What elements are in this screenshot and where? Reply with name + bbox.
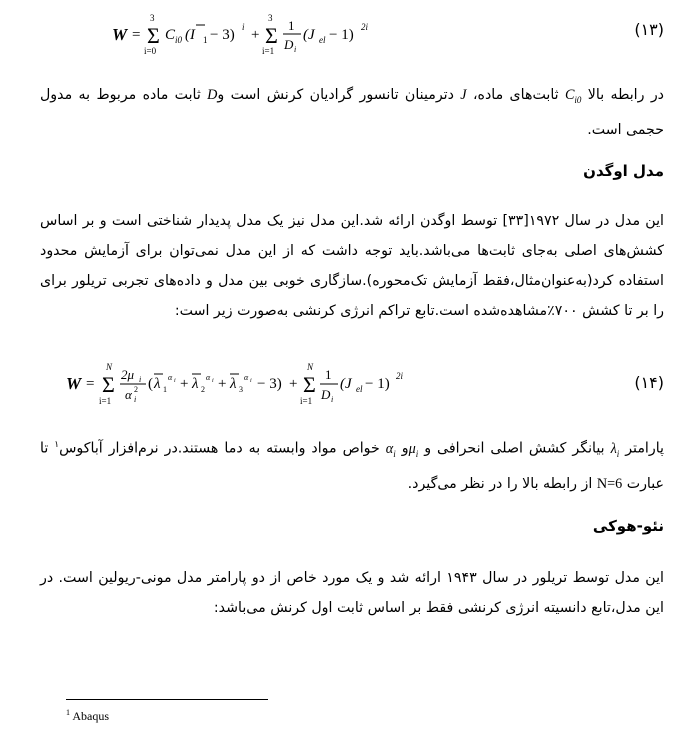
eq14-frac-den: α [125,387,132,402]
paragraph-ogden: این مدل در سال ۱۹۷۲[۳۳] توسط اوگدن ارائه شد.این مدل نیز یک مدل پدیدار شناختی است و بر اساس کشش‌های اصلی به‌جای ثابت‌ها می‌باشد.باید توجه داشت که از این مدل نمی‌توان برای آزمایش محدود استفاده کرد(به‌عنوان‌مثال،فقط آزمایش تک‌محوره).سازگاری خوبی بین مدل و داده‌های تجربی تریلور برای را بر تا کشش ۷۰۰٪مشاهده‌شده است.تابع تراکم انرژی کرنشی به‌صورت زیر است: [40,213,664,319]
eq14-frac-den-sub: i [134,395,137,404]
eq13-W: W [112,25,128,44]
eq14-lambda3-sub: 3 [239,385,243,394]
eq13-sum1-top: 3 [150,13,155,23]
eq14-frac2-den-sub: i [331,395,334,404]
eq13-frac-den: D [284,37,294,52]
footnote [66,708,109,724]
eq14-W: W [66,374,82,393]
eq14-lambda3-exp-sub: i [250,378,252,384]
eq14-frac-den-sup: 2 [134,385,138,394]
eq14-frac-num-sub: i [139,375,142,384]
equation-14 [40,361,664,407]
eq14-open-paren: ( [148,376,153,392]
eq14-term2-rest: − 1) [365,376,390,392]
heading-ogden-model: مدل اوگدن [583,162,664,180]
eq13-sum2-top: 3 [268,13,273,23]
eq13-sum2-bottom: i=1 [262,46,275,56]
eq14-term2-sub: el [356,384,363,394]
eq13-term2-J: (J [303,27,315,43]
eq13-term1-rest: − 3) [210,27,235,43]
eq14-equals: = [86,376,95,392]
eq14-frac2-den: D [321,387,331,402]
eq14-term2-J: (J [340,376,352,392]
eq13-I-sub: 1 [203,35,208,45]
eq14-plus2: + [218,376,227,392]
eq14-frac-num: 2μ [121,367,135,382]
eq13-sum2-sigma: Σ [265,23,278,48]
symbol-N-equals-6: N=6 [596,475,623,492]
eq14-sum1-top: N [106,362,113,372]
footnote-text: Abaqus [72,709,110,723]
symbol-J: J [460,87,467,103]
eq14-sum1-sigma: Σ [102,372,115,397]
eq13-term1-exp: i [242,22,245,32]
eq14-lambda2-exp-sub: i [212,378,214,384]
eq14-sum2-top: N [307,362,314,372]
eq13-term1-I: (I [185,27,195,43]
eq14-frac2-num: 1 [325,367,332,382]
eq13-frac-num: 1 [288,18,295,33]
eq14-plus3: + [289,376,298,392]
eq14-minus3: − 3) [257,376,282,392]
eq14-lambda3: λ [230,376,237,392]
symbol-D: D [207,87,218,103]
paragraph-neo-hookean: این مدل توسط تریلور در سال ۱۹۴۳ ارائه شد و یک مورد خاص از دو پارامتر مدل مونی-ریولین است. در این مدل،تابع دانسیته انرژی کرنشی فقط بر اساس ثابت اول کرنش می‌باشد: [40,570,665,616]
equation-13-formula [110,10,410,56]
symbol-C-i0: $C_{i0}$ [564,87,582,105]
symbol-lambda-i: $\lambda_i$ [610,440,620,459]
eq14-lambda1-exp: α [168,373,173,382]
heading-neo-hookean-model: نئو-هوکی [592,517,664,535]
paragraph-parameters: پارامتر $\lambda_i$ بیانگر کشش اصلی انحرافی و $\mu_iو$ $\alpha_i$ خواص مواد وابسته به دما هستند.در نرم‌افزار آباکوس$^۱$ تا عبارت N=6 از رابطه بالا را در نظر می‌گیرد. [40,440,664,492]
eq14-lambda2-exp: α [206,373,211,382]
eq14-sum1-bottom: i=1 [99,396,112,406]
eq13-C-sub: i0 [175,35,183,45]
eq14-lambda3-exp: α [244,373,249,382]
eq13-term2-rest: − 1) [329,27,354,43]
eq13-sum1-sigma: Σ [147,23,160,48]
eq13-frac-den-sub: i [294,45,297,54]
paragraph-constants: در رابطه بالا $C_{i0}$ ثابت‌های ماده، J دترمینان تانسور گرادیان کرنش است وD ثابت ماده مربوط به مدول حجمی است. [40,87,664,138]
eq14-lambda2: λ [192,376,199,392]
footnote-mark: 1 [66,708,70,717]
symbol-mu-i: $\mu_i$ [408,440,419,459]
equation-13 [40,10,664,56]
equation-14-formula [64,361,404,407]
eq14-sum2-sigma: Σ [303,372,316,397]
eq13-C: C [165,27,176,43]
footnote-separator [66,699,268,700]
eq14-lambda2-sub: 2 [201,385,205,394]
equation-13-number: (۱۳) [634,20,664,39]
eq14-lambda1: λ [154,376,161,392]
eq13-equals: = [132,27,141,43]
eq14-lambda1-sub: 1 [163,385,167,394]
eq13-sum1-bottom: i=0 [144,46,157,56]
eq14-lambda1-exp-sub: i [174,378,176,384]
eq13-term2-exp: 2i [361,22,369,32]
eq14-sum2-bottom: i=1 [300,396,313,406]
equation-14-number: (۱۴) [634,373,664,392]
eq14-plus1: + [180,376,189,392]
footnote-reference: ۱ [54,440,60,450]
eq14-term2-exp: 2i [396,371,404,381]
eq13-plus: + [251,27,260,43]
eq13-term2-sub: el [319,35,326,45]
symbol-alpha-i: $\alpha_i$ [385,440,396,459]
